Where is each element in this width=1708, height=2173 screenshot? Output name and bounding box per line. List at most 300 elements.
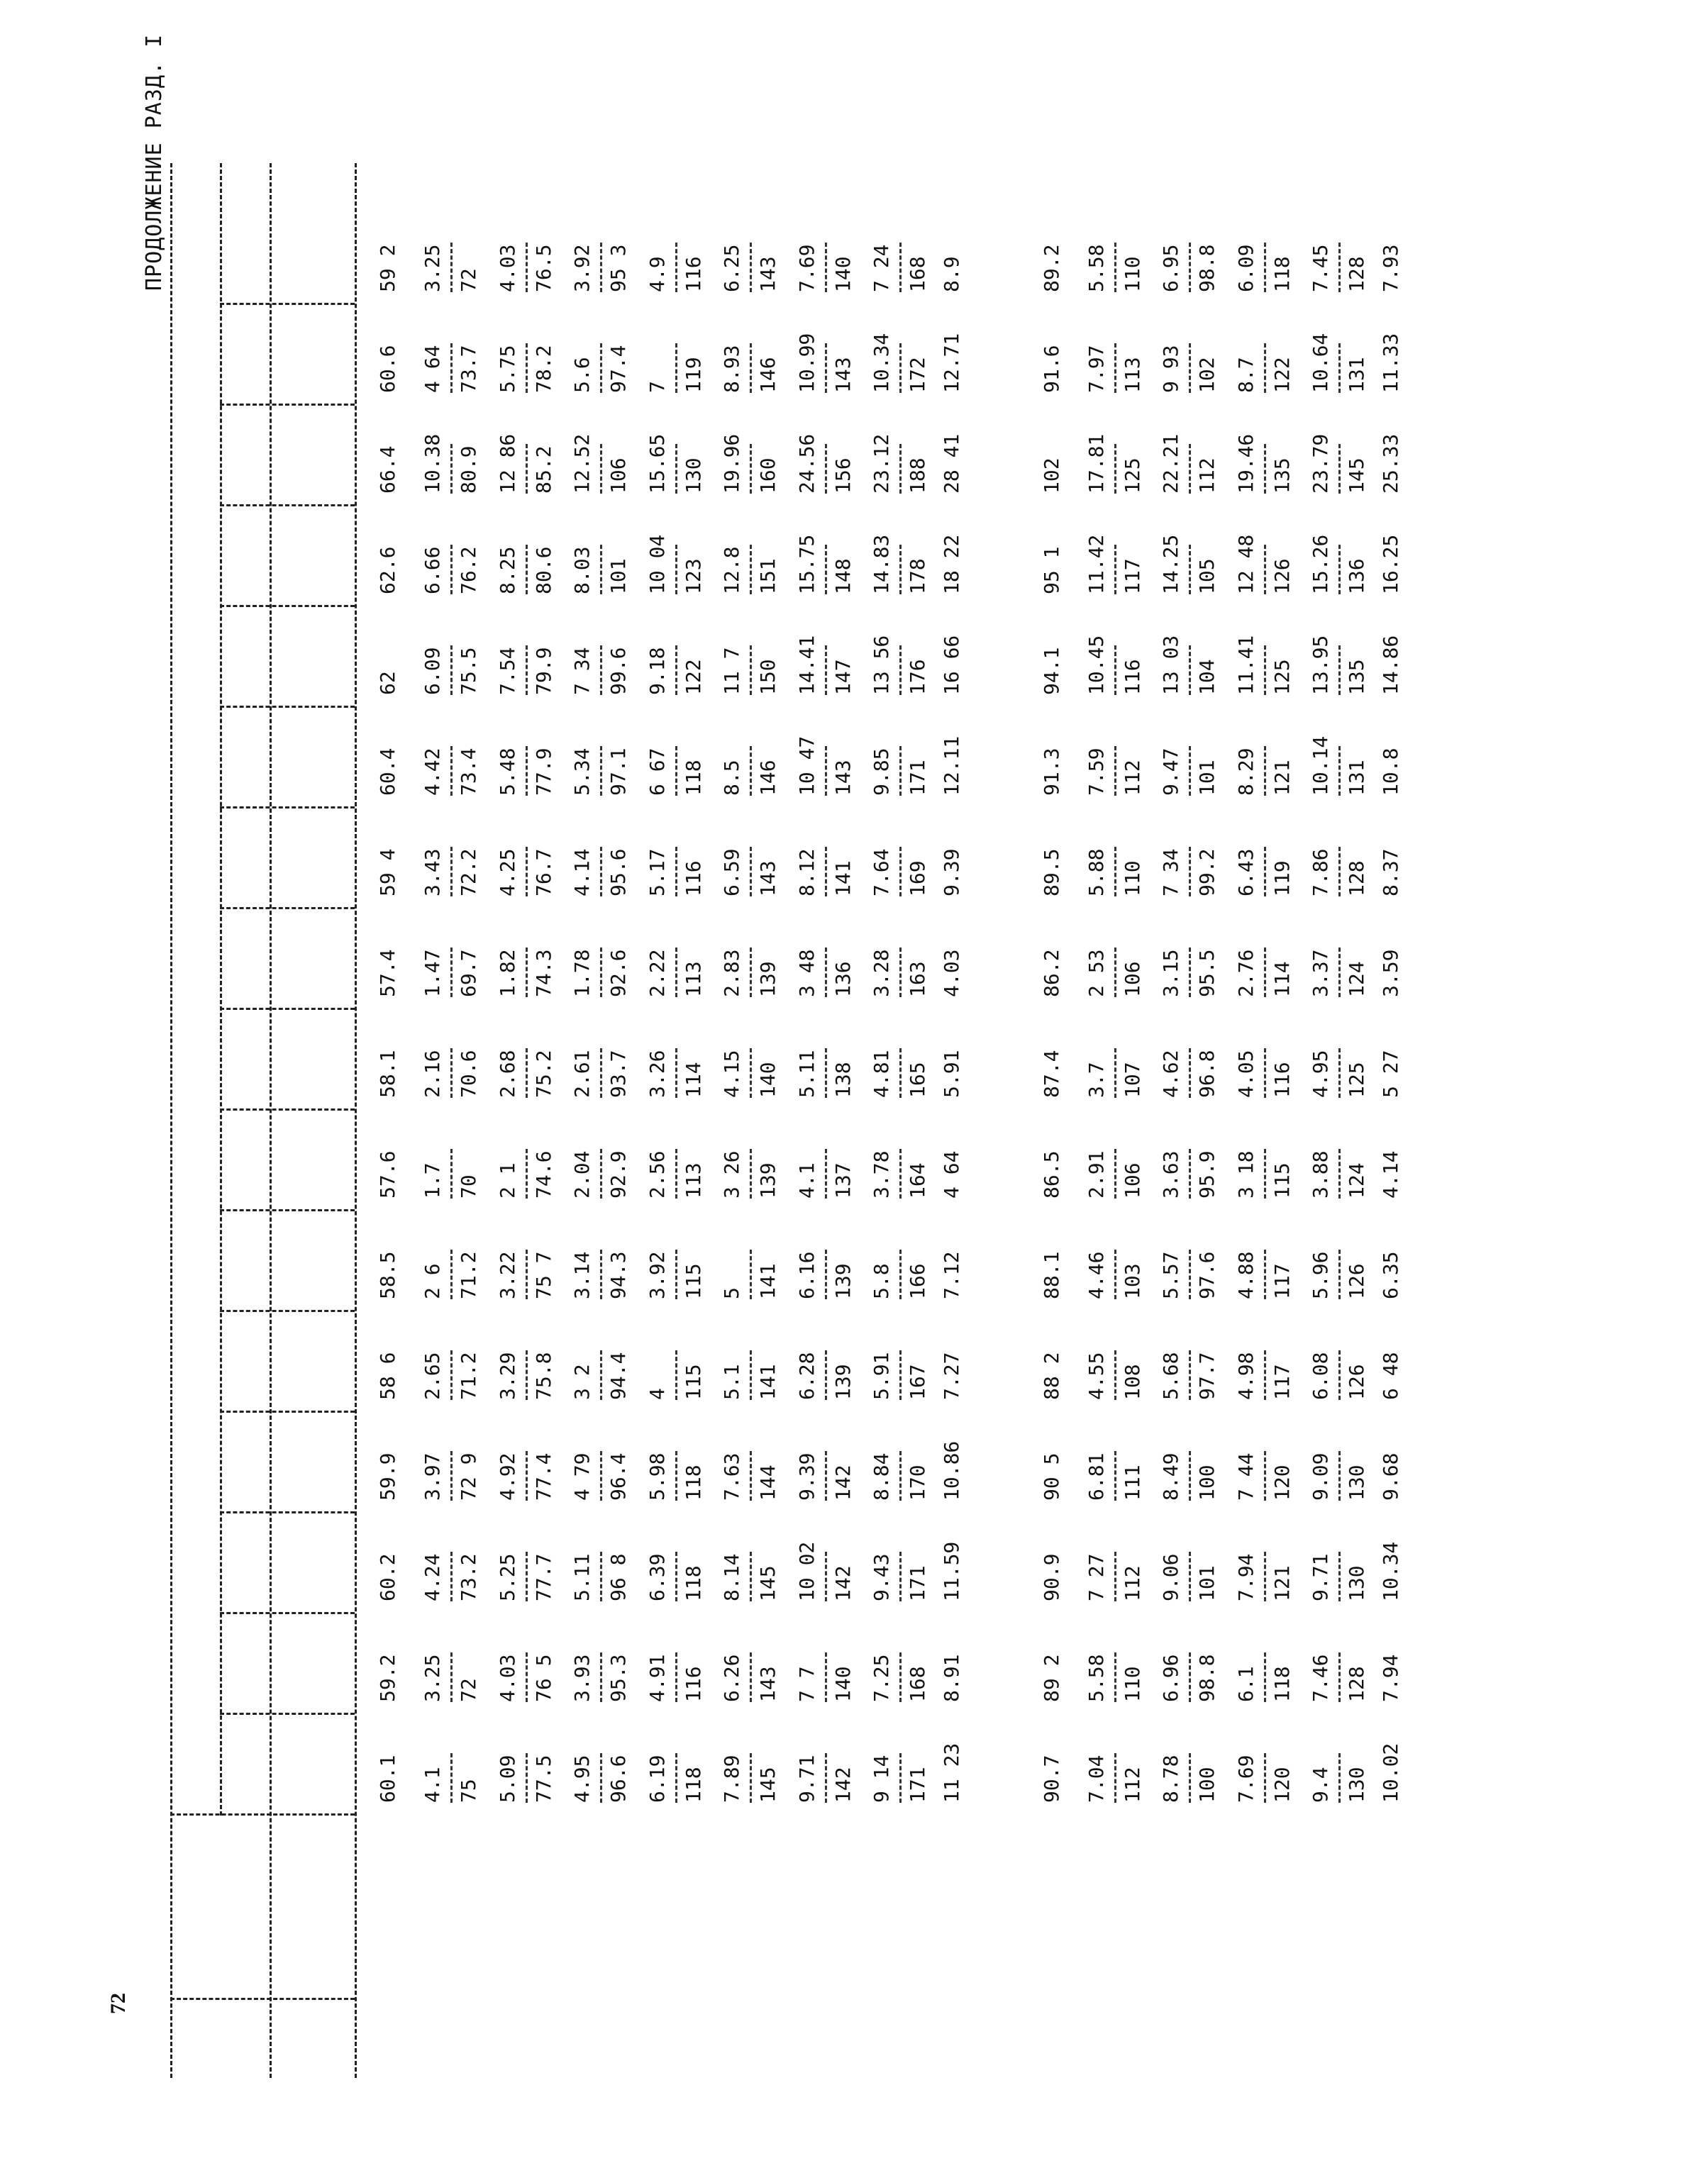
price-denominator: 101 [606,558,631,594]
price-denominator: 94.3 [606,1251,631,1299]
price-numerator: 1.78 [570,949,594,997]
price-cell [1309,736,1369,796]
price-numerator: 3 26 [720,1150,744,1199]
price-denominator: 95.9 [1195,1150,1219,1199]
price-cell [421,1753,481,1803]
price-numerator: 11.42 [1084,534,1108,594]
fraction-rule [1114,1552,1116,1601]
price-cell [1309,947,1369,997]
fraction-rule [825,545,827,594]
price-cell: 11 23 [939,1743,963,1803]
price-cell [645,535,706,594]
price-numerator: 2.76 [1233,949,1258,997]
price-numerator: 7.64 [870,848,894,896]
price-cell [570,947,631,997]
fraction-rule [526,1652,528,1702]
price-cell [795,947,855,997]
price-numerator: 5 [720,1287,744,1299]
price-numerator: 3.97 [421,1452,445,1501]
price-cell [1309,1149,1369,1199]
header-col-divider [220,605,355,607]
fraction-rule [1338,1451,1341,1501]
fraction-rule [675,1250,677,1299]
price-cell: 4.14 [1378,1150,1402,1199]
price-denominator: 146 [756,760,780,796]
price-cell [1234,343,1294,393]
fraction-rule [526,1149,528,1199]
fraction-rule [526,746,528,796]
price-cell [645,343,706,393]
price-numerator: 23.79 [1309,433,1333,494]
price-denominator: 172 [906,357,930,393]
price-cell [645,1149,706,1199]
price-denominator: 139 [831,1364,855,1400]
fraction-rule [1114,746,1116,796]
price-cell [421,1552,481,1601]
price-numerator: 15.65 [645,433,669,494]
fraction-rule [450,243,453,292]
price-cell: 91.6 [1039,345,1063,393]
price-cell [421,847,481,896]
fraction-rule [1189,545,1191,594]
price-cell: 60.1 [376,1755,399,1803]
fraction-rule [526,1552,528,1601]
header-col-divider [220,1511,355,1513]
fraction-rule [825,444,827,494]
price-numerator: 7.45 [1309,244,1333,292]
price-cell [645,1652,706,1702]
fraction-rule [1264,1350,1266,1400]
price-cell [870,1652,930,1702]
price-denominator: 96.8 [1195,1050,1219,1098]
price-cell: 5 27 [1378,1050,1402,1098]
price-denominator: 140 [831,256,855,292]
price-cell: 6.35 [1378,1251,1402,1299]
price-numerator: 12 86 [495,433,519,494]
price-cell [795,1149,855,1199]
price-cell [1234,535,1294,594]
price-cell: 4.03 [939,949,963,997]
price-denominator: 164 [906,1162,930,1199]
fraction-rule [825,1753,827,1803]
fraction-rule [526,343,528,393]
price-cell: 90.9 [1039,1553,1063,1601]
price-denominator: 114 [1270,961,1294,997]
fraction-rule [526,1250,528,1299]
price-denominator: 116 [1270,1062,1294,1098]
price-cell [795,333,855,393]
price-denominator: 97.6 [1195,1251,1219,1299]
price-numerator: 14.41 [794,635,819,695]
price-numerator: 8.78 [1159,1755,1183,1803]
fraction-rule [675,1753,677,1803]
price-denominator: 110 [1120,860,1144,896]
price-denominator: 145 [756,1565,780,1601]
price-denominator: 130 [1345,1565,1369,1601]
price-numerator: 4.1 [421,1767,445,1803]
price-numerator: 11.41 [1233,635,1258,695]
price-cell [1234,1350,1294,1400]
fraction-rule [825,243,827,292]
price-table [170,163,1546,2078]
price-numerator: 5.8 [870,1263,894,1299]
fraction-rule [1338,1250,1341,1299]
price-cell: 7.12 [939,1251,963,1299]
price-numerator: 6.1 [1233,1666,1258,1702]
price-denominator: 85.2 [531,445,555,494]
price-denominator: 169 [906,860,930,896]
fraction-rule [450,343,453,393]
price-cell [1159,947,1219,997]
price-denominator: 113 [681,1162,705,1199]
price-denominator: 141 [831,860,855,896]
header-col-divider [170,1813,355,1816]
price-numerator: 2 1 [495,1162,519,1199]
price-denominator: 137 [831,1162,855,1199]
price-cell [1085,746,1145,796]
fraction-rule [750,243,752,292]
fraction-rule [1264,1652,1266,1702]
price-cell: 8.91 [939,1654,963,1702]
price-denominator: 95.6 [606,848,631,896]
fraction-rule [675,1552,677,1601]
price-numerator: 4.55 [1084,1352,1108,1400]
fraction-rule [1189,746,1191,796]
price-cell [1159,847,1219,896]
price-numerator: 8.03 [570,546,594,594]
price-numerator: 6.26 [720,1654,744,1702]
price-cell [1309,1753,1369,1803]
price-denominator: 106 [1120,1162,1144,1199]
price-denominator: 121 [1270,760,1294,796]
price-numerator: 5.34 [570,748,594,796]
fraction-rule [600,1048,602,1098]
price-cell: 7.27 [939,1352,963,1400]
price-denominator: 74.3 [531,949,555,997]
fraction-rule [899,343,902,393]
fraction-rule [899,1552,902,1601]
price-denominator: 95.5 [1195,949,1219,997]
price-cell: 86.2 [1039,949,1063,997]
price-numerator: 5.88 [1084,848,1108,896]
price-cell [570,343,631,393]
price-cell [795,635,855,695]
price-cell [870,1552,930,1601]
price-denominator: 73.4 [457,748,481,796]
price-cell: 57.4 [376,949,399,997]
price-denominator: 119 [681,357,705,393]
price-numerator: 8.49 [1159,1452,1183,1501]
fraction-rule [825,746,827,796]
price-denominator: 77.9 [531,748,555,796]
price-cell [496,746,556,796]
price-denominator: 118 [1270,1666,1294,1702]
fraction-rule [1264,1451,1266,1501]
fraction-rule [1264,545,1266,594]
price-cell [1085,847,1145,896]
price-numerator: 10 47 [794,735,819,796]
fraction-rule [1264,1149,1266,1199]
fraction-rule [1264,947,1266,997]
fraction-rule [1338,545,1341,594]
price-denominator: 140 [756,1062,780,1098]
price-denominator: 75.5 [457,647,481,695]
price-cell [1159,1652,1219,1702]
price-denominator: 73.7 [457,345,481,393]
fraction-rule [526,1753,528,1803]
price-denominator: 72 9 [457,1452,481,1501]
price-cell [421,1350,481,1400]
price-denominator: 139 [756,961,780,997]
fraction-rule [1338,746,1341,796]
price-cell [645,1451,706,1501]
price-denominator: 118 [1270,256,1294,292]
price-cell: 59.2 [376,1654,399,1702]
price-numerator: 10.64 [1309,333,1333,393]
price-cell [720,343,780,393]
price-denominator: 97.7 [1195,1352,1219,1400]
price-numerator: 7 44 [1233,1452,1258,1501]
price-denominator: 74.6 [531,1150,555,1199]
price-numerator: 7.89 [720,1755,744,1803]
price-cell [795,243,855,292]
price-cell [1159,434,1219,494]
price-numerator: 3.92 [570,244,594,292]
price-numerator: 4.95 [1309,1050,1333,1098]
price-numerator: 4.98 [1233,1352,1258,1400]
fraction-rule [1264,746,1266,796]
fraction-rule [1189,444,1191,494]
price-cell [795,847,855,896]
price-numerator: 4.9 [645,256,669,292]
price-cell [496,1350,556,1400]
price-numerator: 7.86 [1309,848,1333,896]
price-cell [1309,1451,1369,1501]
price-denominator: 112 [1120,760,1144,796]
price-denominator: 144 [756,1465,780,1501]
fraction-rule [450,1652,453,1702]
price-denominator: 103 [1120,1263,1144,1299]
price-denominator: 120 [1270,1465,1294,1501]
fraction-rule [1189,1652,1191,1702]
fraction-rule [1338,343,1341,393]
price-denominator: 71.2 [457,1352,481,1400]
fraction-rule [600,1552,602,1601]
price-denominator: 123 [681,558,705,594]
fraction-rule [450,947,453,997]
fraction-rule [1114,1753,1116,1803]
price-denominator: 104 [1195,659,1219,695]
fraction-rule [526,847,528,896]
price-cell: 10.8 [1378,748,1402,796]
fraction-rule [526,545,528,594]
price-cell: 7.94 [1378,1654,1402,1702]
price-cell [1085,947,1145,997]
price-numerator: 19.96 [720,433,744,494]
fraction-rule [1338,947,1341,997]
price-numerator: 6.25 [720,244,744,292]
price-denominator: 130 [1345,1767,1369,1803]
header-col-divider [220,907,355,909]
price-cell [421,1048,481,1098]
price-numerator: 8.7 [1233,357,1258,393]
price-denominator: 148 [831,558,855,594]
fraction-rule [1189,1451,1191,1501]
price-denominator: 97.1 [606,748,631,796]
price-cell [1085,343,1145,393]
price-numerator: 4.95 [570,1755,594,1803]
price-cell [1085,535,1145,594]
fraction-rule [526,243,528,292]
fraction-rule [1114,645,1116,695]
price-denominator: 111 [1120,1465,1144,1501]
price-numerator: 12 48 [1233,534,1258,594]
price-denominator: 131 [1345,357,1369,393]
price-numerator: 6.96 [1159,1654,1183,1702]
price-numerator: 10.99 [794,333,819,393]
price-denominator: 106 [1120,961,1144,997]
fraction-rule [1189,1048,1191,1098]
price-numerator: 5.17 [645,848,669,896]
fraction-rule [450,847,453,896]
price-denominator: 165 [906,1062,930,1098]
price-denominator: 178 [906,558,930,594]
price-cell: 6 48 [1378,1352,1402,1400]
price-numerator: 3 48 [794,949,819,997]
price-numerator: 8.5 [720,760,744,796]
price-denominator: 110 [1120,256,1144,292]
price-cell [570,545,631,594]
fraction-rule [600,847,602,896]
price-denominator: 98.8 [1195,244,1219,292]
price-cell [645,434,706,494]
price-cell: 58 6 [376,1352,399,1400]
price-denominator: 118 [681,1767,705,1803]
fraction-rule [1114,947,1116,997]
price-cell [720,434,780,494]
price-numerator: 5.58 [1084,244,1108,292]
price-cell [645,1250,706,1299]
price-cell [870,1451,930,1501]
price-numerator: 10.34 [870,333,894,393]
price-cell: 60.2 [376,1553,399,1601]
header-col-divider [220,706,355,708]
price-denominator: 168 [906,1666,930,1702]
price-cell [795,1451,855,1501]
header-col-divider [220,1411,355,1413]
price-numerator: 15.75 [794,534,819,594]
fraction-rule [1264,1753,1266,1803]
header-col-divider [220,504,355,506]
price-numerator: 5.68 [1159,1352,1183,1400]
price-numerator: 7.04 [1084,1755,1108,1803]
price-denominator: 119 [1270,860,1294,896]
price-numerator: 2 6 [421,1263,445,1299]
header-col-divider [220,404,355,406]
price-numerator: 7 34 [1159,848,1183,896]
fraction-rule [750,1652,752,1702]
price-cell: 89.2 [1039,244,1063,292]
fraction-rule [450,1753,453,1803]
price-numerator: 3.25 [421,244,445,292]
fraction-rule [1338,1149,1341,1199]
price-denominator: 75.8 [531,1352,555,1400]
price-numerator: 2.91 [1084,1150,1108,1199]
fraction-rule [1114,1652,1116,1702]
price-numerator: 7.97 [1084,345,1108,393]
price-cell: 5.91 [939,1050,963,1098]
fraction-rule [600,1350,602,1400]
price-cell: 102 [1039,457,1063,494]
price-numerator: 22.21 [1159,433,1183,494]
price-denominator: 69.7 [457,949,481,997]
price-cell [870,535,930,594]
price-denominator: 167 [906,1364,930,1400]
price-cell [1234,1451,1294,1501]
price-cell [795,1250,855,1299]
header-col-divider [220,806,355,808]
fraction-rule [675,1350,677,1400]
price-numerator: 4.46 [1084,1251,1108,1299]
price-numerator: 6.81 [1084,1452,1108,1501]
price-cell [1309,1250,1369,1299]
price-numerator: 6.95 [1159,244,1183,292]
fraction-rule [750,947,752,997]
fraction-rule [1114,545,1116,594]
fraction-rule [600,947,602,997]
price-cell [720,1652,780,1702]
price-numerator: 7.59 [1084,748,1108,796]
price-numerator: 9.43 [870,1553,894,1601]
fraction-rule [899,1149,902,1199]
price-cell [870,243,930,292]
price-denominator: 110 [1120,1666,1144,1702]
price-numerator: 7.69 [794,244,819,292]
price-numerator: 7.25 [870,1654,894,1702]
price-numerator: 4.15 [720,1050,744,1098]
price-denominator: 145 [756,1767,780,1803]
price-numerator: 6.08 [1309,1352,1333,1400]
fraction-rule [526,645,528,695]
price-cell [720,545,780,594]
price-cell [421,545,481,594]
price-denominator: 142 [831,1565,855,1601]
price-denominator: 75.2 [531,1050,555,1098]
price-denominator: 125 [1120,457,1144,494]
price-numerator: 3 2 [570,1364,594,1400]
fraction-rule [675,444,677,494]
price-cell [1085,434,1145,494]
price-denominator: 128 [1345,256,1369,292]
price-numerator: 9 93 [1159,345,1183,393]
price-cell: 4 64 [939,1150,963,1199]
price-cell [870,635,930,695]
fraction-rule [600,243,602,292]
price-denominator: 139 [831,1263,855,1299]
price-numerator: 9.71 [794,1755,819,1803]
price-denominator: 188 [906,457,930,494]
price-numerator: 4.92 [495,1452,519,1501]
price-cell: 10.02 [1378,1743,1402,1803]
price-denominator: 93.7 [606,1050,631,1098]
price-numerator: 8.93 [720,345,744,393]
price-denominator: 118 [681,760,705,796]
fraction-rule [899,1048,902,1098]
price-cell [870,847,930,896]
fraction-rule [675,545,677,594]
price-cell [1085,1048,1145,1098]
fraction-rule [675,947,677,997]
